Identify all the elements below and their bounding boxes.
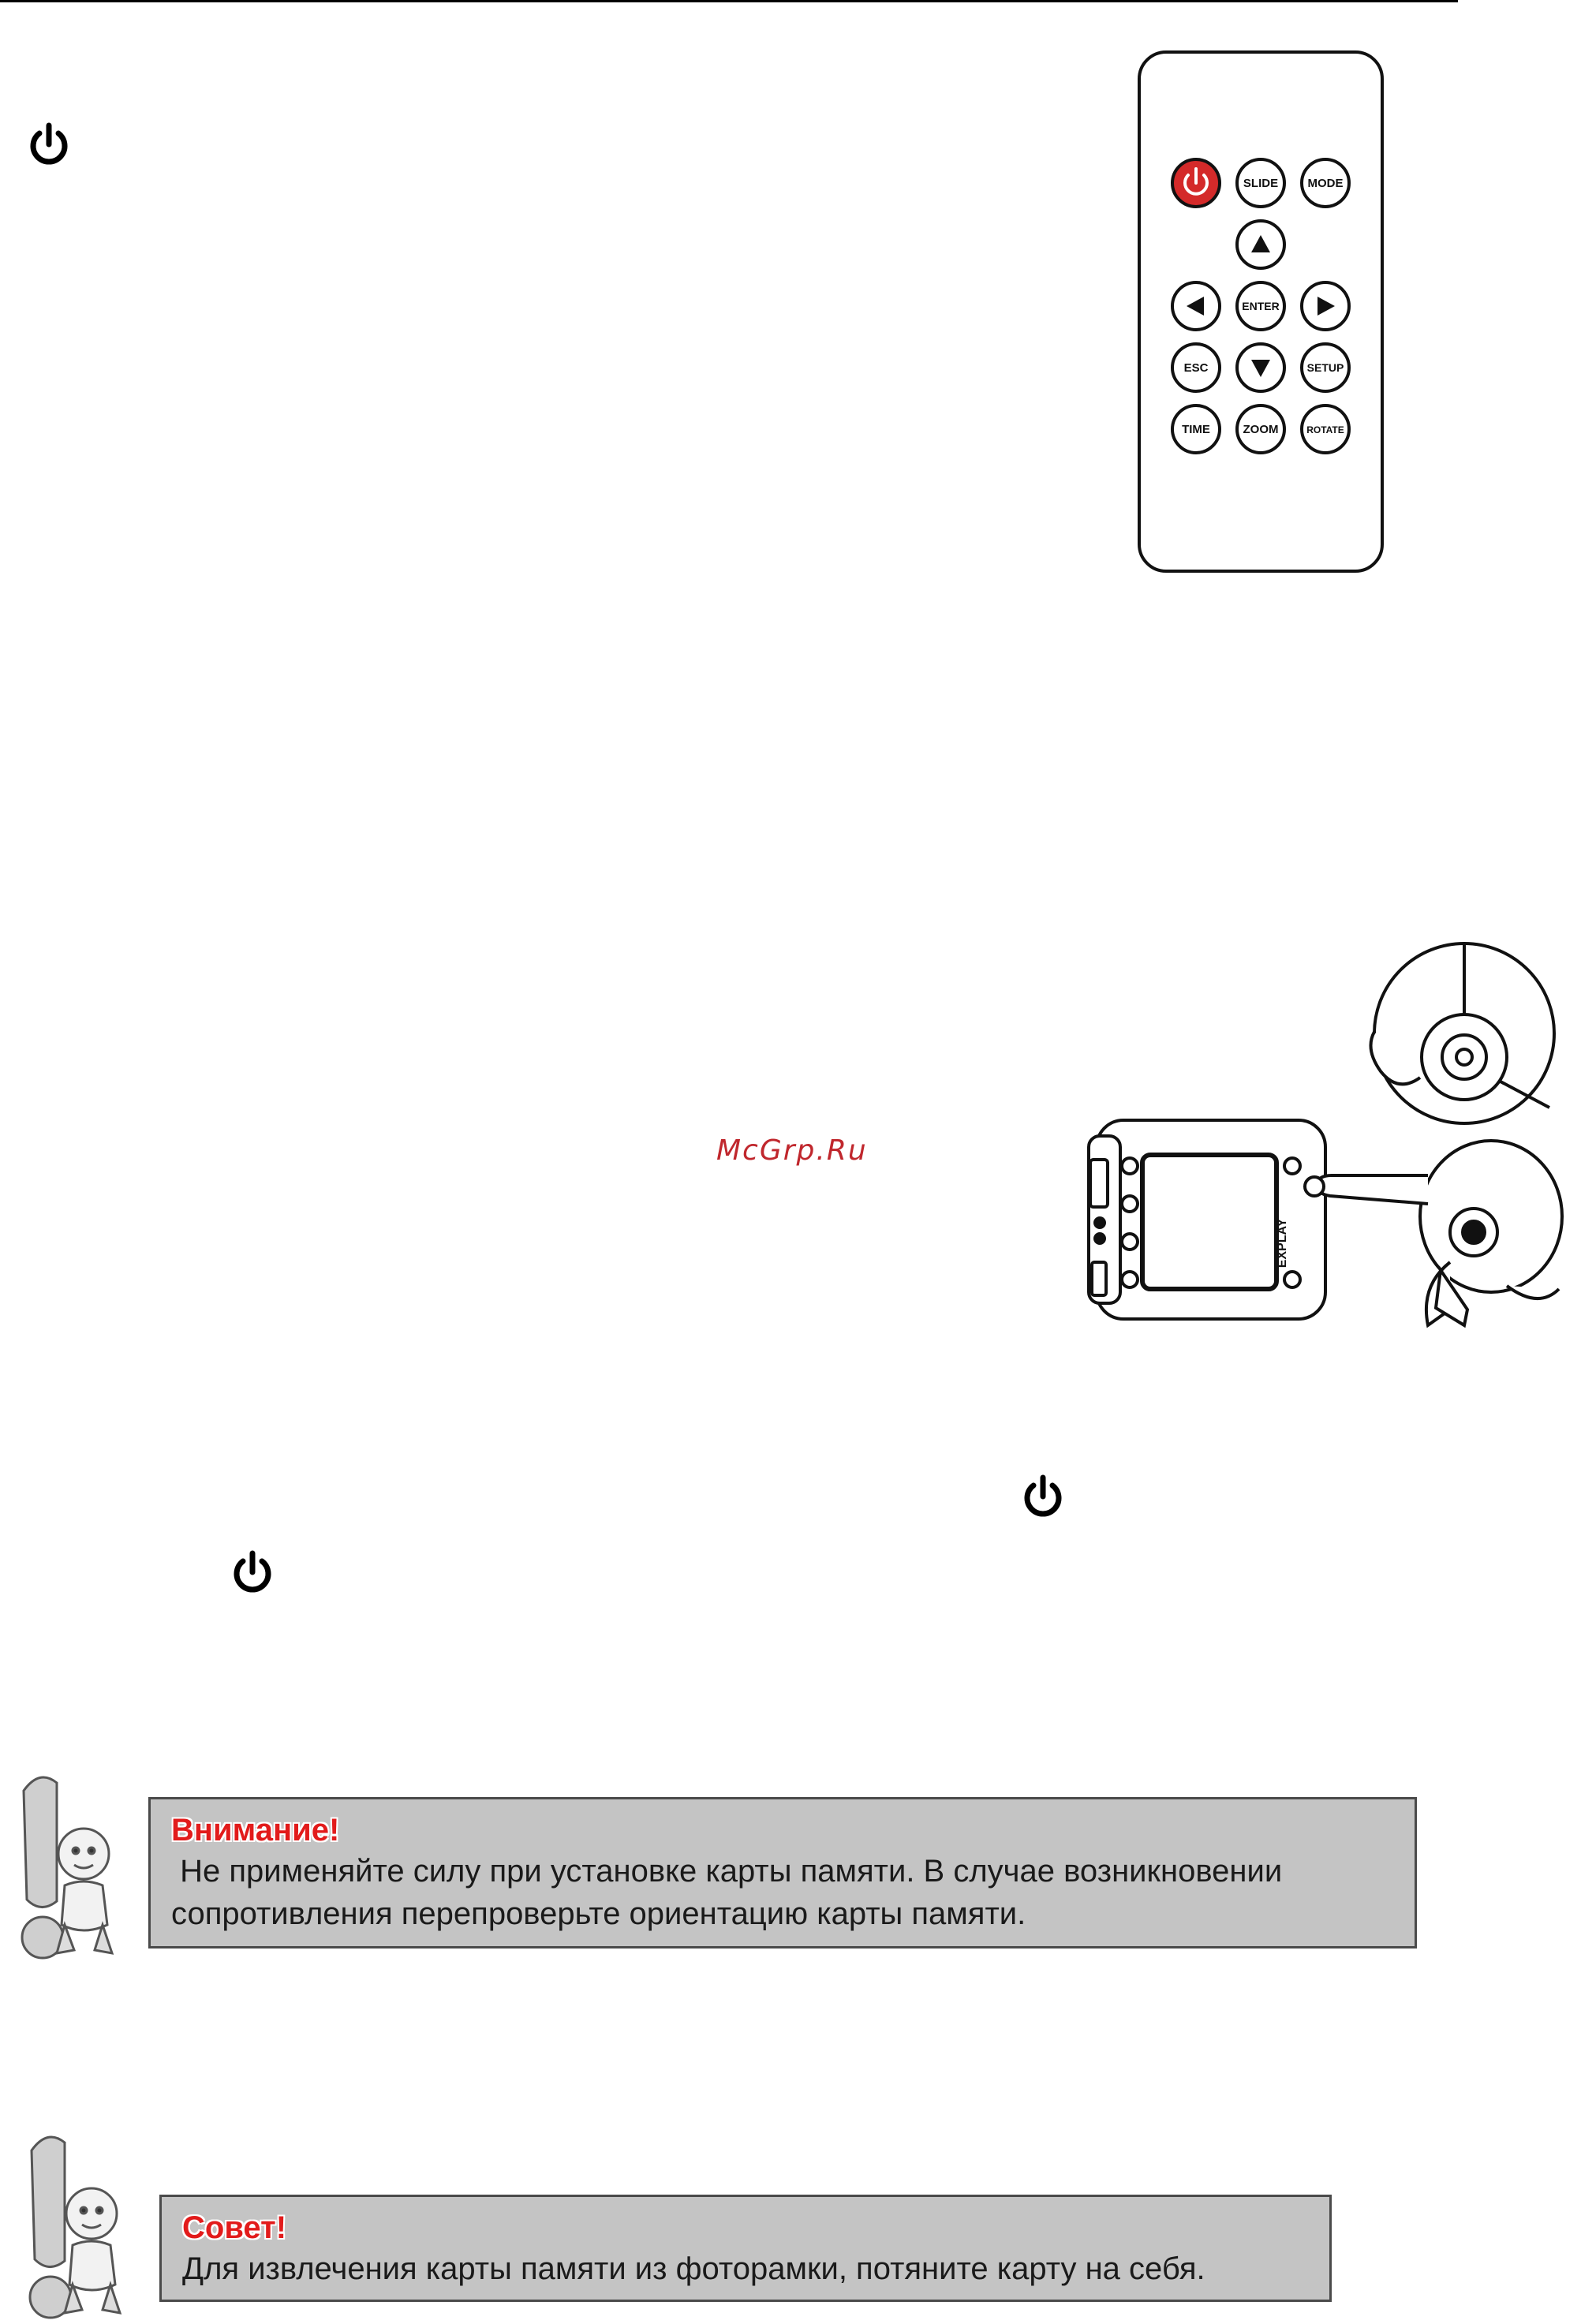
warning-title: Внимание! [171,1813,340,1848]
power-icon [25,120,73,169]
photo-frame-screen [1142,1155,1276,1289]
warning-body: Не применяйте силу при установке карты памяти. В случае возникновении сопротивления перепроверьте ориентацию карты памяти. [171,1854,1283,1931]
enter-label: ENTER [1242,300,1280,312]
photo-frame-robot-illustration [1081,939,1581,1349]
remote-control-illustration [1136,49,1389,577]
top-rule [0,0,1458,2]
watermark: McGrp.Ru [716,1134,868,1167]
setup-label: SETUP [1306,361,1344,374]
rotate-label: ROTATE [1306,424,1344,435]
tip-title: Совет! [182,2210,287,2245]
power-icon [1019,1472,1067,1521]
zoom-label: ZOOM [1243,423,1279,436]
time-label: TIME [1182,423,1210,436]
power-icon [229,1548,276,1597]
mode-label: MODE [1307,177,1344,190]
tip-note [159,2195,1332,2302]
tip-body: Для извлечения карты памяти из фоторамки, потяните карту на себя. [182,2251,1205,2286]
slide-label: SLIDE [1243,177,1279,190]
warning-note [148,1797,1417,1948]
power-button [1172,159,1220,207]
esc-label: ESC [1183,361,1209,375]
exclamation-mascot-icon [24,2127,134,2324]
exclamation-mascot-icon [16,1767,126,1964]
device-brand-label: EXPLAY [1276,1218,1289,1268]
